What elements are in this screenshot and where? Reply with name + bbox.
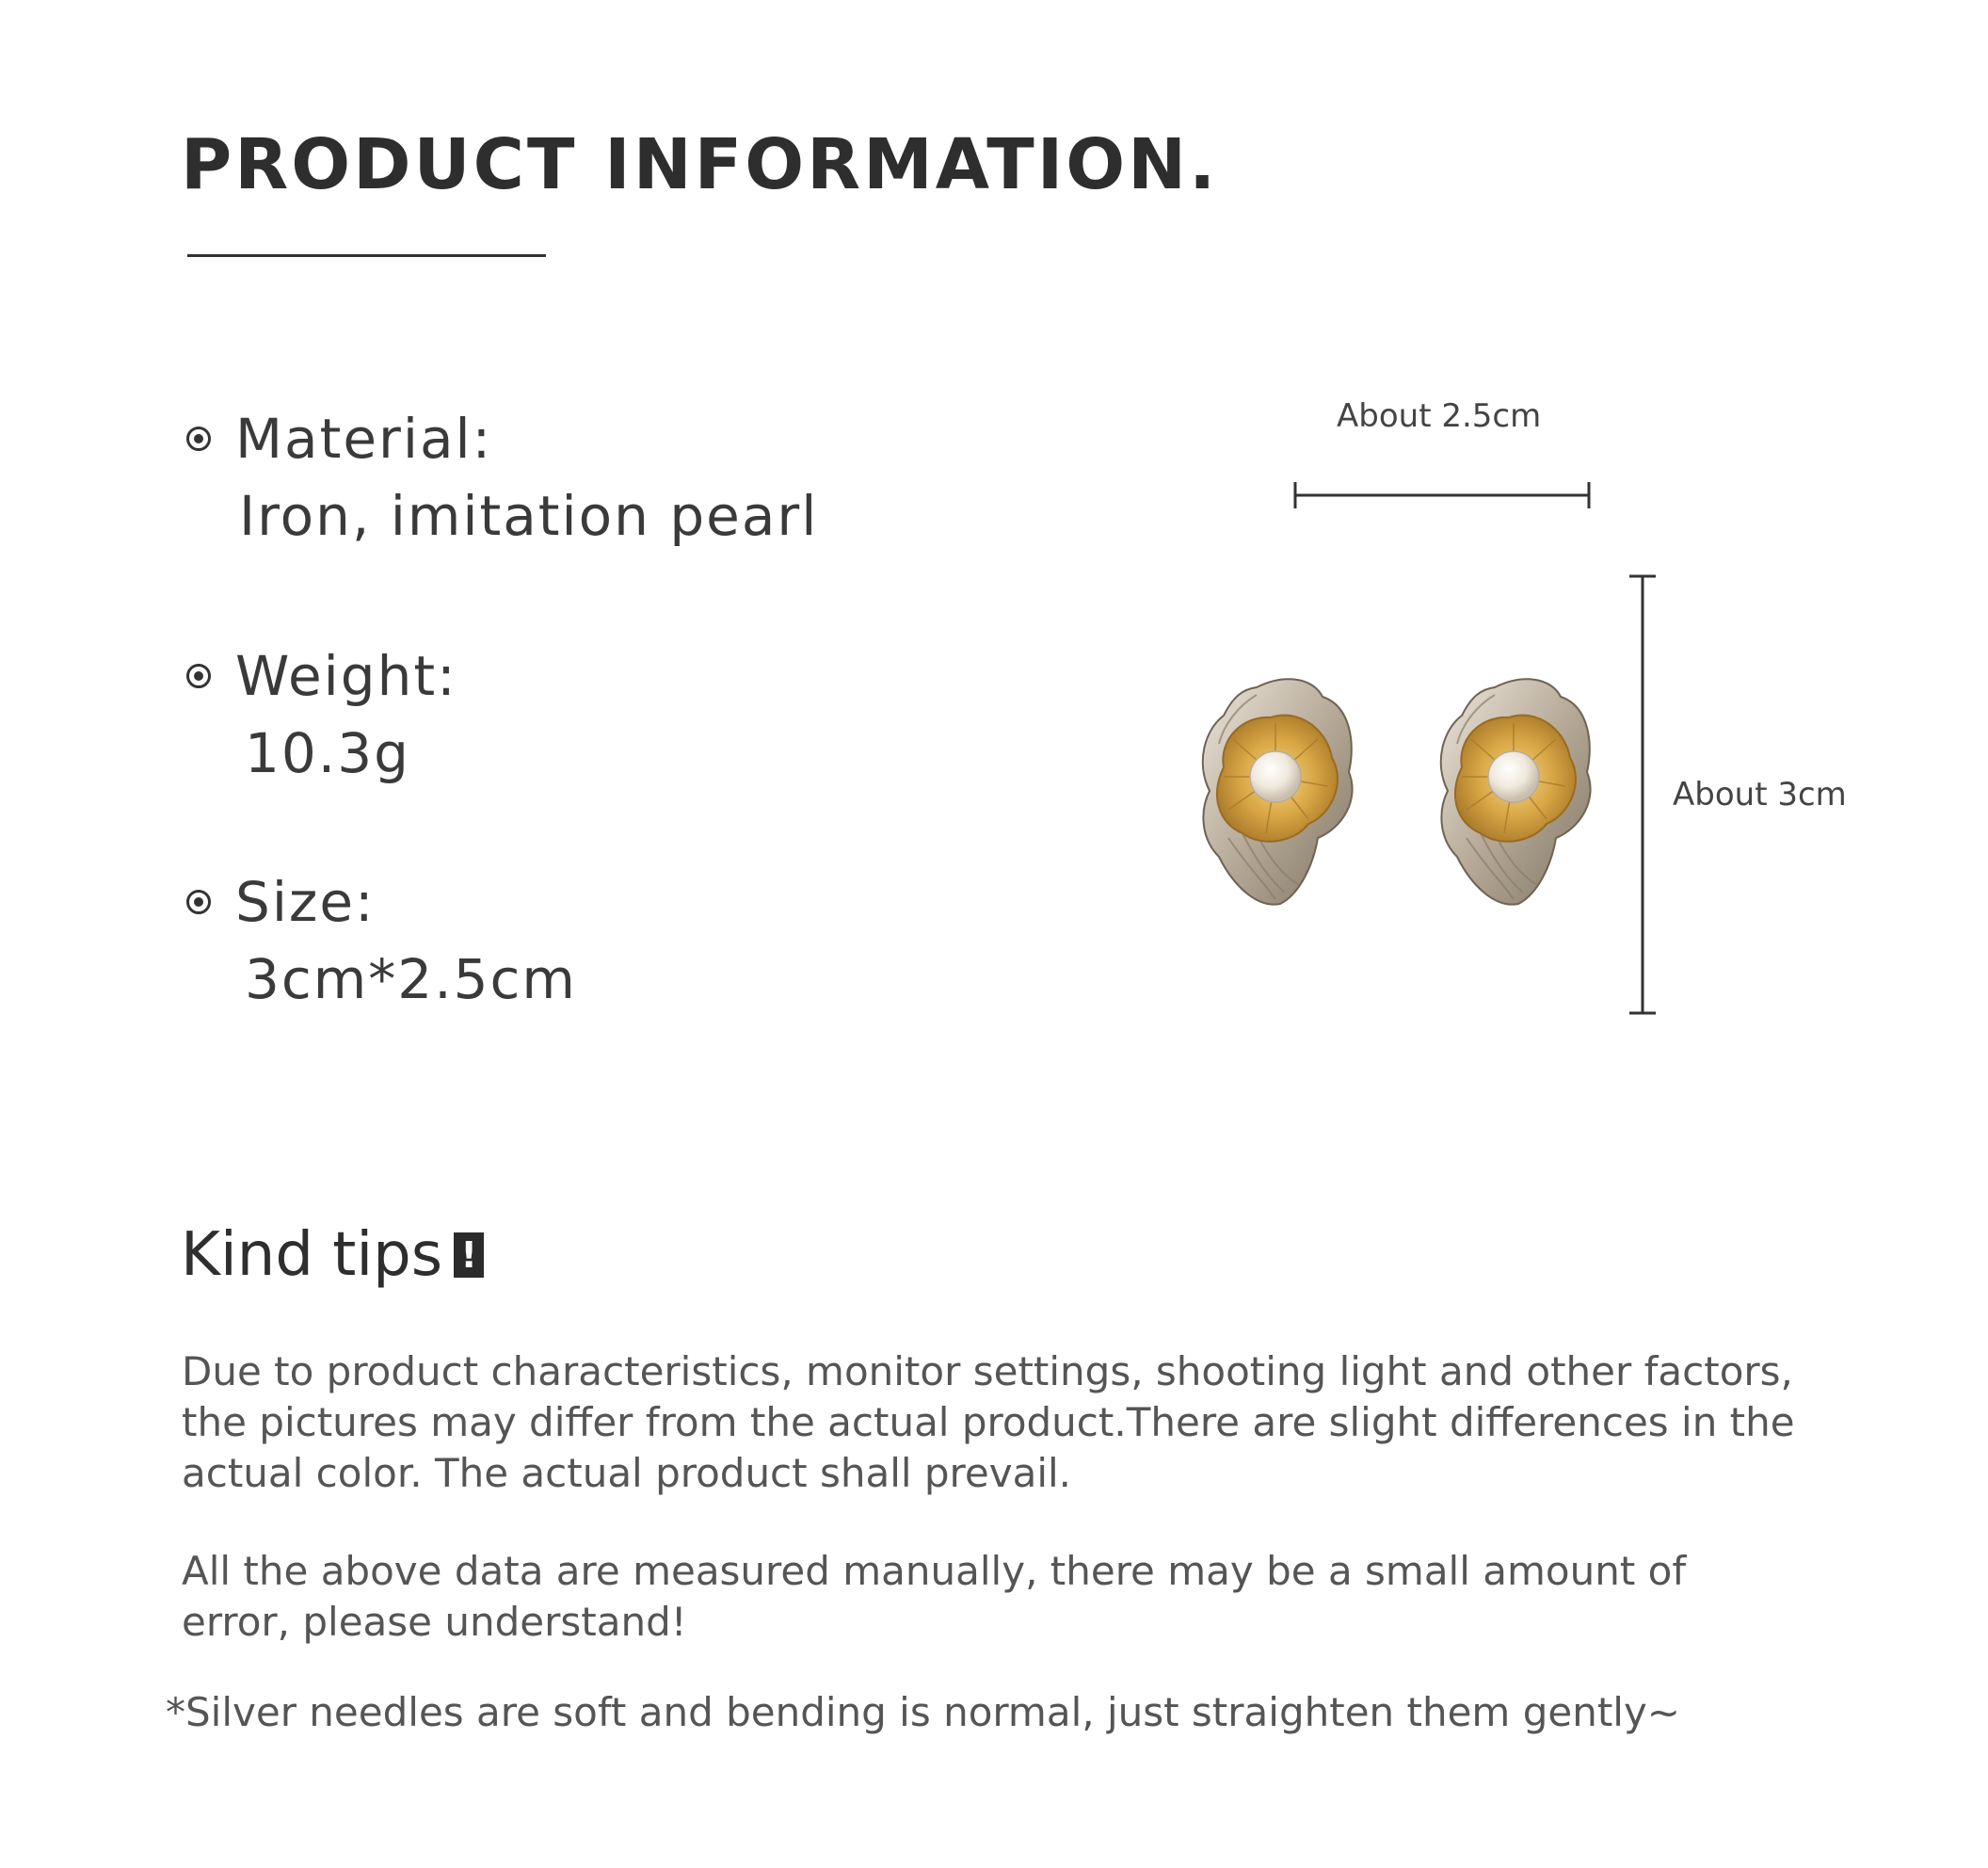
title-underline [187,254,546,257]
width-dimension-label: About 2.5cm [1337,397,1542,435]
bullet-icon [186,890,211,914]
spec-value: 10.3g [245,721,410,785]
spec-weight [186,644,457,785]
tips-heading [181,1220,484,1290]
spec-value: 3cm*2.5cm [245,947,577,1011]
spec-label: Material: [235,407,493,471]
spec-value: Iron, imitation pearl [239,484,819,548]
bullet-icon [186,664,211,688]
spec-size [186,870,577,1011]
bullet-icon [186,427,211,451]
height-dimension-line [1629,576,1656,1013]
spec-material [186,407,818,548]
tip-paragraph: *Silver needles are soft and bending is normal, just straighten them gently~ [166,1689,1681,1735]
spec-label: Size: [235,870,376,934]
tips-heading-text: Kind tips [181,1220,443,1290]
tip-paragraph: All the above data are measured manually, there may be a small amount of error, please understand! [182,1548,1687,1645]
exclamation-icon: ! [454,1232,484,1278]
tip-paragraph: Due to product characteristics, monitor settings, shooting light and other factors, the pictures may differ from the actual product.There are slight differences in the actual color. The actual product shall prevail. [182,1348,1795,1496]
height-dimension-label: About 3cm [1673,776,1847,813]
earring-left [1203,679,1353,904]
width-dimension-line [1295,482,1589,508]
spec-label: Weight: [235,644,457,708]
earring-right [1441,679,1591,904]
page-title: PRODUCT INFORMATION. [181,124,1219,205]
